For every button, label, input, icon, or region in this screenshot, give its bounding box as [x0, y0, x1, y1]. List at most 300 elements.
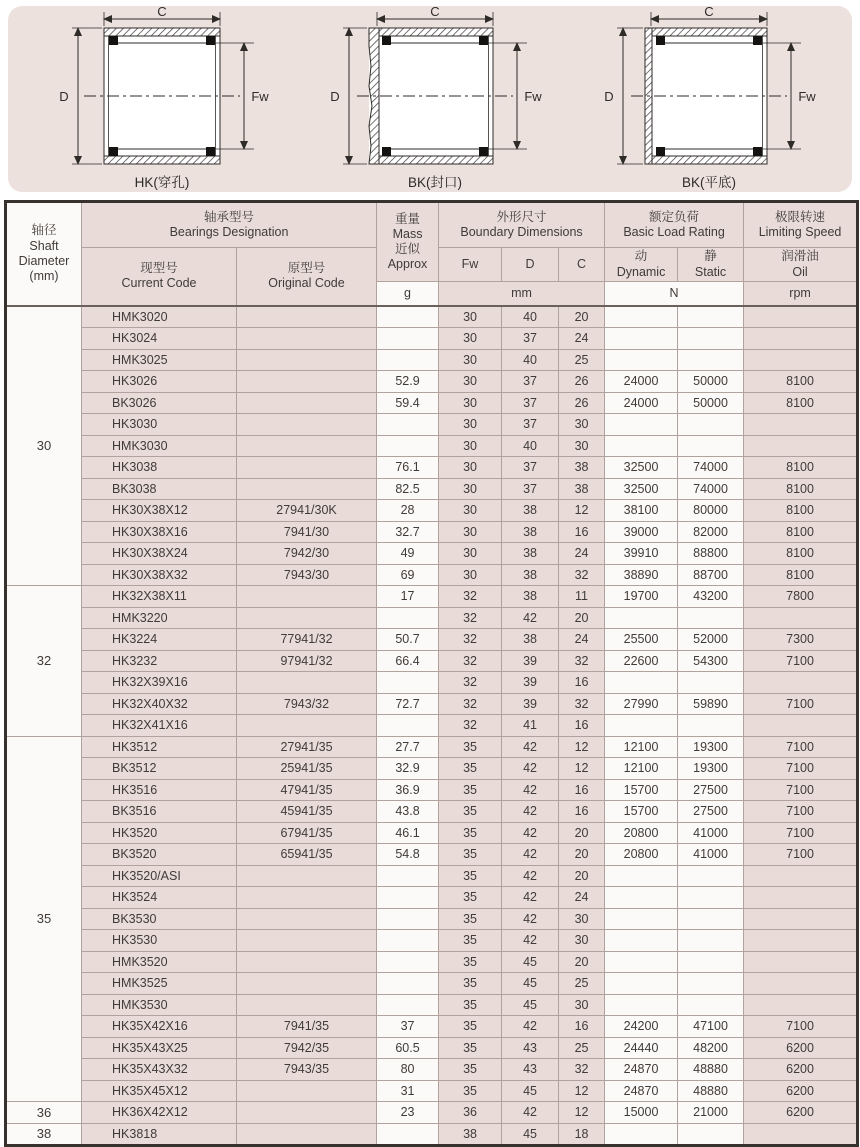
header-c: C	[559, 248, 605, 282]
table-row	[6, 629, 858, 651]
mass-cell	[377, 973, 439, 995]
original-code-cell	[237, 607, 377, 629]
current-code-cell: BK3026	[82, 392, 237, 414]
static-load-cell: 19300	[678, 758, 744, 780]
dim-label-d: D	[58, 89, 69, 104]
c-cell: 16	[559, 715, 605, 737]
oil-speed-cell: 7100	[744, 693, 858, 715]
original-code-cell	[237, 994, 377, 1016]
oil-speed-cell: 7100	[744, 736, 858, 758]
original-code-cell	[237, 306, 377, 328]
dynamic-load-cell: 27990	[605, 693, 678, 715]
oil-speed-cell: 7100	[744, 1016, 858, 1038]
oil-speed-cell: 7100	[744, 650, 858, 672]
static-load-cell: 52000	[678, 629, 744, 651]
bearing-diagram-bk-closed	[305, 6, 555, 192]
table-row	[6, 435, 858, 457]
dim-label-c: C	[703, 4, 714, 19]
header-mass-approx	[377, 202, 439, 282]
original-code-cell: 7943/32	[237, 693, 377, 715]
d-cell: 45	[502, 951, 559, 973]
oil-speed-cell	[744, 672, 858, 694]
current-code-cell: HK35X42X16	[82, 1016, 237, 1038]
current-code-cell: HK32X38X11	[82, 586, 237, 608]
header-current-code	[82, 248, 237, 306]
c-cell: 16	[559, 801, 605, 823]
table-row	[6, 736, 858, 758]
oil-speed-cell	[744, 715, 858, 737]
fw-cell: 30	[439, 306, 502, 328]
cup-top-wall	[104, 28, 220, 36]
d-cell: 38	[502, 500, 559, 522]
current-code-cell: BK3512	[82, 758, 237, 780]
table-header	[6, 202, 858, 306]
current-code-cell: HK3030	[82, 414, 237, 436]
static-load-cell: 48880	[678, 1059, 744, 1081]
oil-speed-cell	[744, 328, 858, 350]
current-code-cell: HK3520/ASI	[82, 865, 237, 887]
header-line: 动	[634, 249, 648, 264]
mass-cell: 72.7	[377, 693, 439, 715]
dynamic-load-cell: 32500	[605, 457, 678, 479]
c-cell: 12	[559, 758, 605, 780]
dynamic-load-cell: 24870	[605, 1059, 678, 1081]
dynamic-load-cell	[605, 306, 678, 328]
fw-cell: 30	[439, 500, 502, 522]
c-cell: 26	[559, 392, 605, 414]
mass-cell: 31	[377, 1080, 439, 1102]
current-code-cell: HMK3020	[82, 306, 237, 328]
header-static	[678, 248, 744, 282]
table-row	[6, 1102, 858, 1124]
c-cell: 24	[559, 543, 605, 565]
table-row	[6, 564, 858, 586]
d-cell: 37	[502, 414, 559, 436]
d-cell: 37	[502, 478, 559, 500]
static-load-cell: 27500	[678, 801, 744, 823]
oil-speed-cell	[744, 414, 858, 436]
roller-square	[382, 147, 391, 156]
oil-speed-cell	[744, 435, 858, 457]
header-oil	[744, 248, 858, 282]
dynamic-load-cell: 20800	[605, 844, 678, 866]
header-line: 近似	[395, 242, 421, 256]
oil-speed-cell: 6200	[744, 1059, 858, 1081]
d-cell: 42	[502, 930, 559, 952]
roller-square	[753, 147, 762, 156]
dynamic-load-cell: 24000	[605, 371, 678, 393]
header-original-code	[237, 248, 377, 306]
dim-label-d: D	[603, 89, 614, 104]
static-load-cell: 50000	[678, 392, 744, 414]
d-cell: 45	[502, 994, 559, 1016]
static-load-cell: 48880	[678, 1080, 744, 1102]
dynamic-load-cell	[605, 973, 678, 995]
fw-cell: 36	[439, 1102, 502, 1124]
header-line: 原型号	[287, 261, 326, 275]
shaft-diameter-cell: 30	[6, 306, 82, 586]
mass-cell: 60.5	[377, 1037, 439, 1059]
static-load-cell: 74000	[678, 457, 744, 479]
dynamic-load-cell	[605, 349, 678, 371]
d-cell: 42	[502, 1016, 559, 1038]
static-load-cell: 41000	[678, 844, 744, 866]
d-cell: 40	[502, 349, 559, 371]
original-code-cell: 7943/30	[237, 564, 377, 586]
original-code-cell	[237, 672, 377, 694]
oil-speed-cell: 8100	[744, 564, 858, 586]
table-row	[6, 414, 858, 436]
original-code-cell	[237, 930, 377, 952]
static-load-cell: 59890	[678, 693, 744, 715]
static-load-cell	[678, 414, 744, 436]
original-code-cell	[237, 1102, 377, 1124]
table-row	[6, 543, 858, 565]
static-load-cell	[678, 887, 744, 909]
table-row	[6, 1123, 858, 1146]
static-load-cell	[678, 306, 744, 328]
current-code-cell: HK3530	[82, 930, 237, 952]
current-code-cell: HMK3220	[82, 607, 237, 629]
d-cell: 40	[502, 306, 559, 328]
table-row	[6, 908, 858, 930]
original-code-cell	[237, 478, 377, 500]
current-code-cell: HK35X43X25	[82, 1037, 237, 1059]
mass-cell: 43.8	[377, 801, 439, 823]
current-code-cell: BK3530	[82, 908, 237, 930]
static-load-cell: 74000	[678, 478, 744, 500]
static-load-cell	[678, 328, 744, 350]
static-load-cell: 80000	[678, 500, 744, 522]
table-row	[6, 349, 858, 371]
d-cell: 45	[502, 1080, 559, 1102]
dynamic-load-cell: 24440	[605, 1037, 678, 1059]
table-row	[6, 672, 858, 694]
header-line: Static	[694, 264, 727, 279]
oil-speed-cell: 8100	[744, 371, 858, 393]
shaft-diameter-cell: 38	[6, 1123, 82, 1146]
c-cell: 24	[559, 887, 605, 909]
unit-grams: g	[377, 282, 439, 306]
oil-speed-cell: 7800	[744, 586, 858, 608]
header-line: 静	[704, 249, 717, 264]
table-row	[6, 930, 858, 952]
static-load-cell	[678, 349, 744, 371]
c-cell: 20	[559, 306, 605, 328]
header-line: 轴径	[31, 223, 57, 238]
current-code-cell: HMK3530	[82, 994, 237, 1016]
current-code-cell: HK3038	[82, 457, 237, 479]
original-code-cell: 7943/35	[237, 1059, 377, 1081]
current-code-cell: HK32X39X16	[82, 672, 237, 694]
table-row	[6, 887, 858, 909]
c-cell: 30	[559, 994, 605, 1016]
dynamic-load-cell	[605, 1123, 678, 1146]
bearing-diagram-hk	[32, 6, 282, 192]
diagram-caption: HK(穿孔)	[134, 175, 189, 190]
c-cell: 32	[559, 1059, 605, 1081]
fw-cell: 35	[439, 865, 502, 887]
original-code-cell: 7942/35	[237, 1037, 377, 1059]
oil-speed-cell: 7100	[744, 822, 858, 844]
fw-cell: 32	[439, 629, 502, 651]
mass-cell: 27.7	[377, 736, 439, 758]
mass-cell	[377, 951, 439, 973]
dynamic-load-cell	[605, 607, 678, 629]
table-row	[6, 1037, 858, 1059]
dynamic-load-cell	[605, 908, 678, 930]
static-load-cell: 88700	[678, 564, 744, 586]
header-shaft-diameter	[6, 202, 82, 306]
original-code-cell: 45941/35	[237, 801, 377, 823]
original-code-cell: 65941/35	[237, 844, 377, 866]
c-cell: 11	[559, 586, 605, 608]
c-cell: 12	[559, 1080, 605, 1102]
static-load-cell: 88800	[678, 543, 744, 565]
current-code-cell: HK3524	[82, 887, 237, 909]
dynamic-load-cell: 24870	[605, 1080, 678, 1102]
header-boundary-dimensions	[439, 202, 605, 248]
c-cell: 12	[559, 500, 605, 522]
current-code-cell: HK30X38X24	[82, 543, 237, 565]
oil-speed-cell: 8100	[744, 478, 858, 500]
fw-cell: 35	[439, 1059, 502, 1081]
original-code-cell: 25941/35	[237, 758, 377, 780]
original-code-cell: 7942/30	[237, 543, 377, 565]
mass-cell	[377, 865, 439, 887]
original-code-cell	[237, 887, 377, 909]
original-code-cell	[237, 715, 377, 737]
static-load-cell	[678, 1123, 744, 1146]
current-code-cell: HMK3520	[82, 951, 237, 973]
original-code-cell	[237, 328, 377, 350]
fw-cell: 35	[439, 887, 502, 909]
fw-cell: 38	[439, 1123, 502, 1146]
fw-cell: 35	[439, 951, 502, 973]
current-code-cell: HK3818	[82, 1123, 237, 1146]
mass-cell: 54.8	[377, 844, 439, 866]
d-cell: 42	[502, 758, 559, 780]
d-cell: 37	[502, 392, 559, 414]
mass-cell	[377, 1123, 439, 1146]
mass-cell	[377, 672, 439, 694]
d-cell: 42	[502, 887, 559, 909]
c-cell: 32	[559, 650, 605, 672]
c-cell: 20	[559, 951, 605, 973]
static-load-cell: 43200	[678, 586, 744, 608]
header-line: Diameter	[18, 253, 70, 268]
static-load-cell: 19300	[678, 736, 744, 758]
fw-cell: 30	[439, 521, 502, 543]
table-row	[6, 715, 858, 737]
mass-cell	[377, 435, 439, 457]
roller-square	[109, 147, 118, 156]
header-line: Bearings Designation	[169, 225, 289, 239]
d-cell: 38	[502, 586, 559, 608]
fw-cell: 32	[439, 715, 502, 737]
mass-cell	[377, 908, 439, 930]
static-load-cell	[678, 607, 744, 629]
static-load-cell: 27500	[678, 779, 744, 801]
table-row	[6, 1016, 858, 1038]
mass-cell: 59.4	[377, 392, 439, 414]
roller-square	[753, 36, 762, 45]
fw-cell: 35	[439, 930, 502, 952]
static-load-cell	[678, 435, 744, 457]
table-row	[6, 478, 858, 500]
current-code-cell: HK3512	[82, 736, 237, 758]
dynamic-load-cell: 15700	[605, 801, 678, 823]
header-line: 极限转速	[775, 209, 826, 224]
static-load-cell	[678, 865, 744, 887]
dim-label-fw: Fw	[797, 89, 816, 104]
c-cell: 12	[559, 736, 605, 758]
oil-speed-cell	[744, 908, 858, 930]
oil-speed-cell: 7100	[744, 779, 858, 801]
table-row	[6, 973, 858, 995]
table-row	[6, 457, 858, 479]
table-row	[6, 779, 858, 801]
c-cell: 30	[559, 908, 605, 930]
c-cell: 16	[559, 521, 605, 543]
cup-bottom-wall	[377, 156, 493, 164]
fw-cell: 30	[439, 349, 502, 371]
unit-mm: mm	[439, 282, 605, 306]
c-cell: 38	[559, 478, 605, 500]
original-code-cell	[237, 349, 377, 371]
c-cell: 20	[559, 844, 605, 866]
d-cell: 38	[502, 521, 559, 543]
fw-cell: 35	[439, 1016, 502, 1038]
dim-label-fw: Fw	[524, 89, 542, 104]
current-code-cell: HK3520	[82, 822, 237, 844]
d-cell: 42	[502, 801, 559, 823]
dynamic-load-cell	[605, 435, 678, 457]
d-cell: 42	[502, 607, 559, 629]
original-code-cell: 27941/35	[237, 736, 377, 758]
fw-cell: 35	[439, 994, 502, 1016]
current-code-cell: HK32X41X16	[82, 715, 237, 737]
dynamic-load-cell	[605, 994, 678, 1016]
dim-label-c: C	[156, 4, 167, 19]
oil-speed-cell: 8100	[744, 392, 858, 414]
static-load-cell	[678, 994, 744, 1016]
mass-cell: 23	[377, 1102, 439, 1124]
c-cell: 20	[559, 865, 605, 887]
oil-speed-cell: 6200	[744, 1102, 858, 1124]
header-line: Current Code	[121, 276, 197, 291]
oil-speed-cell: 7100	[744, 801, 858, 823]
table-row	[6, 500, 858, 522]
static-load-cell	[678, 672, 744, 694]
original-code-cell: 67941/35	[237, 822, 377, 844]
c-cell: 30	[559, 414, 605, 436]
header-basic-load-rating	[605, 202, 744, 248]
table-row	[6, 994, 858, 1016]
d-cell: 43	[502, 1059, 559, 1081]
table-row	[6, 371, 858, 393]
c-cell: 26	[559, 371, 605, 393]
original-code-cell	[237, 414, 377, 436]
mass-cell	[377, 887, 439, 909]
table-row	[6, 1080, 858, 1102]
header-line: Mass	[392, 226, 423, 241]
oil-speed-cell	[744, 930, 858, 952]
d-cell: 42	[502, 736, 559, 758]
d-cell: 42	[502, 822, 559, 844]
fw-cell: 32	[439, 693, 502, 715]
d-cell: 43	[502, 1037, 559, 1059]
table-row	[6, 1059, 858, 1081]
header-line: Shaft	[29, 238, 59, 253]
oil-speed-cell: 6200	[744, 1037, 858, 1059]
dynamic-load-cell: 32500	[605, 478, 678, 500]
oil-speed-cell	[744, 865, 858, 887]
mass-cell	[377, 994, 439, 1016]
d-cell: 39	[502, 672, 559, 694]
table-row	[6, 758, 858, 780]
d-cell: 37	[502, 371, 559, 393]
shaft-diameter-cell: 36	[6, 1102, 82, 1124]
c-cell: 18	[559, 1123, 605, 1146]
oil-speed-cell: 7100	[744, 844, 858, 866]
cup-bottom-wall	[651, 156, 767, 164]
c-cell: 32	[559, 693, 605, 715]
mass-cell: 76.1	[377, 457, 439, 479]
mass-cell: 50.7	[377, 629, 439, 651]
c-cell: 30	[559, 435, 605, 457]
fw-cell: 35	[439, 1037, 502, 1059]
header-line: 现型号	[140, 261, 178, 275]
current-code-cell: HK30X38X16	[82, 521, 237, 543]
table-row	[6, 328, 858, 350]
current-code-cell: HK3516	[82, 779, 237, 801]
diagram-caption: BK(平底)	[681, 175, 736, 190]
roller-square	[109, 36, 118, 45]
header-line: 润滑油	[781, 249, 819, 264]
d-cell: 42	[502, 865, 559, 887]
original-code-cell: 27941/30K	[237, 500, 377, 522]
original-code-cell	[237, 951, 377, 973]
fw-cell: 35	[439, 822, 502, 844]
table-row	[6, 693, 858, 715]
header-line: Original Code	[268, 276, 345, 291]
current-code-cell: HK3026	[82, 371, 237, 393]
d-cell: 39	[502, 650, 559, 672]
dynamic-load-cell: 25500	[605, 629, 678, 651]
fw-cell: 35	[439, 779, 502, 801]
header-line: (mm)	[29, 269, 59, 283]
current-code-cell: BK3516	[82, 801, 237, 823]
unit-newton: N	[605, 282, 744, 306]
mass-cell: 49	[377, 543, 439, 565]
oil-speed-cell: 8100	[744, 457, 858, 479]
current-code-cell: HMK3525	[82, 973, 237, 995]
dynamic-load-cell	[605, 328, 678, 350]
c-cell: 25	[559, 1037, 605, 1059]
dynamic-load-cell	[605, 930, 678, 952]
table-row	[6, 607, 858, 629]
dynamic-load-cell	[605, 887, 678, 909]
header-line: Approx	[387, 257, 428, 272]
dynamic-load-cell: 38100	[605, 500, 678, 522]
fw-cell: 35	[439, 801, 502, 823]
dynamic-load-cell: 20800	[605, 822, 678, 844]
static-load-cell	[678, 908, 744, 930]
d-cell: 42	[502, 779, 559, 801]
original-code-cell: 47941/35	[237, 779, 377, 801]
current-code-cell: HK35X45X12	[82, 1080, 237, 1102]
